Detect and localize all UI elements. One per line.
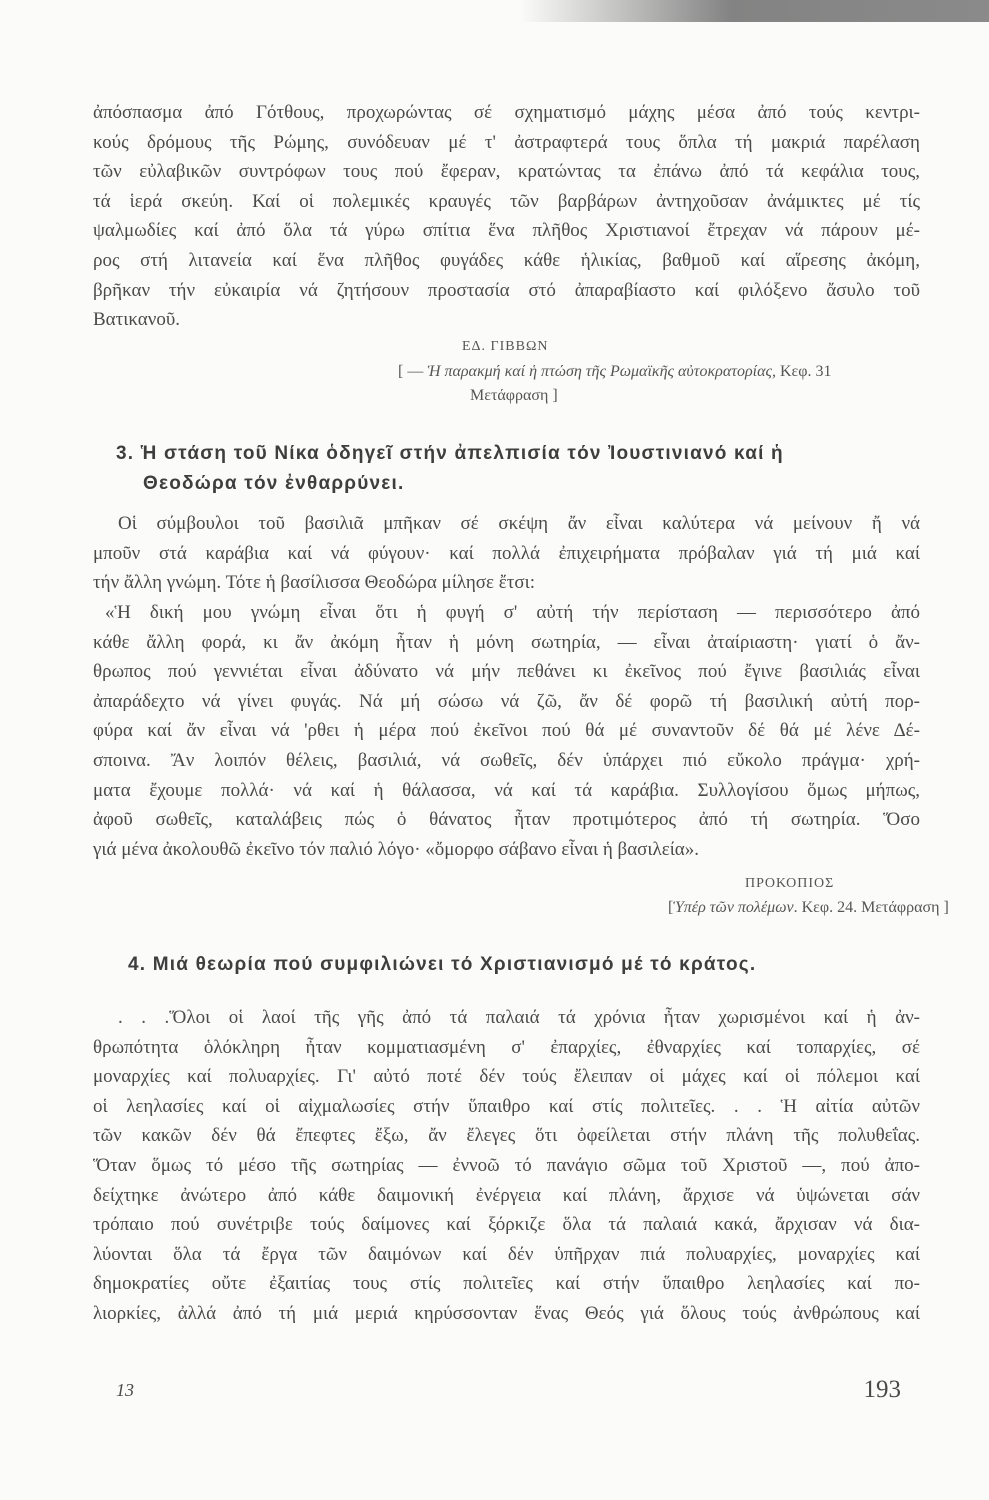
text-line: ἀπαράδεχτο νά γίνει φυγάς. Νά μή σώσω νά ζῶ, ἄν δέ φορῶ τή βασιλική αὐτή πορ- [93, 690, 920, 712]
text-line: κούς δρόμους τῆς Ρώμης, συνόδευαν μέ τ' ἀστραφτερά τους ὅπλα τή μακριά παρέλαση [93, 131, 920, 153]
text-line: ἀφοῦ σωθεῖς, καταλάβεις πώς ὁ θάνατος ἦταν προτιμότερος ἀπό τή σωτηρία. Ὅσο [93, 809, 920, 831]
text-line: ρος στή λιτανεία καί ἕνα πλῆθος φυγάδες κάθε ἡλικίας, βαθμοῦ καί αἵρεσης ἀκόμη, [93, 249, 920, 271]
section-3-heading-line2: Θεοδώρα τόν ἐνθαρρύνει. [143, 473, 405, 494]
section-4-text [93, 1003, 920, 1329]
text-line: τά ἱερά σκεύη. Καί οἱ πολεμικές κραυγές τῶν βαρβάρων ἀντηχοῦσαν ἀνάμικτες μέ τίς [93, 190, 920, 212]
text-line: Οἱ σύμβουλοι τοῦ βασιλιᾶ μπῆκαν σέ σκέψη ἄν εἶναι καλύτερα νά μείνουν ἤ νά [118, 513, 920, 534]
text-line: Ὅταν ὅμως τό μέσο τῆς σωτηρίας — ἐννοῶ τό πανάγιο σῶμα τοῦ Χριστοῦ —, πού ἀπο- [93, 1154, 920, 1176]
text-line: «Ἡ δική μου γνώμη εἶναι ὅτι ἡ φυγή σ' αὐτή τήν περίσταση — περισσότερο ἀπό [105, 602, 920, 623]
text-line: βρῆκαν τήν εὐκαιρία νά ζητήσουν προστασία στό ἀπαραβίαστο καί φιλόξενο ἄσυλο τοῦ [93, 279, 920, 301]
source-chapter: Κεφ. 31 [775, 363, 832, 380]
text-line: . . .Ὅλοι οἱ λαοί τῆς γῆς ἀπό τά παλαιά τά χρόνια ἦταν χωρισμένοι καί ἡ ἀν- [118, 1007, 920, 1028]
text-line: γιά μένα ἀκολουθῶ ἐκεῖνο τόν παλιό λόγο· «ὄμορφο σάβανο εἶναι ἡ βασιλεία». [93, 838, 700, 860]
text-line: θρωπος πού γεννιέται εἶναι ἀδύνατο νά μήν πεθάνει κι ἐκεῖνος πού ἔγινε βασιλιάς εἶναι [93, 661, 920, 683]
text-line: κάθε ἄλλη φορά, κι ἄν ἀκόμη ἦταν ἡ μόνη σωτηρία, — εἶναι ἀταίριαστη· γιατί ὁ ἄν- [93, 631, 920, 653]
scan-shadow [520, 0, 989, 22]
source-procopius [668, 896, 949, 920]
source-rest: . Κεφ. 24. Μετάφραση ] [793, 899, 949, 916]
section-3-intro [93, 509, 920, 598]
text-line: θρωπότητα ὁλόκληρη ἦταν κομματιασμένη σ' ἐπαρχίες, ἐθναρχίες καί τοπαρχίες, σέ [93, 1036, 920, 1058]
theodora-quote [93, 598, 920, 864]
source-note: Μετάφραση ] [470, 387, 558, 404]
source-title: Ἡ παρακμή καί ἡ πτώση τῆς Ρωμαϊκῆς αὐτοκρατορίας, [427, 363, 776, 380]
source-gibbon [398, 360, 831, 384]
text-line: δημοκρατίες οὔτε ἐξαιτίας τους στίς πολιτεῖες καί στήν ὕπαιθρο λεηλασίες καί πο- [93, 1273, 920, 1295]
signature-mark: 13 [116, 1380, 134, 1400]
source-prefix: [ — [398, 363, 428, 380]
text-line: τήν ἄλλη γνώμη. Τότε ἡ βασίλισσα Θεοδώρα μίλησε ἔτσι: [93, 572, 536, 594]
text-line: τῶν κακῶν δέν θά ἔπεφτες ἔξω, ἄν ἔλεγες ὅτι ὀφείλεται στήν πλάνη τῆς πολυθεΐας. [93, 1125, 920, 1147]
author-procopius: ΠΡΟΚΟΠΙΟΣ [745, 876, 835, 891]
text-line: ἀπόσπασμα ἀπό Γότθους, προχωρώντας σέ σχηματισμό μάχης μέσα ἀπό τούς κεντρι- [93, 102, 920, 123]
author-gibbon: ΕΔ. ΓΙΒΒΩΝ [462, 339, 549, 354]
source-title: Ὑπέρ τῶν πολέμων [673, 899, 794, 916]
source-prefix: [ [668, 899, 674, 916]
section-3-heading-line1: 3. Ἡ στάση τοῦ Νίκα ὁδηγεῖ στήν ἀπελπισία τόν Ἰουστινιανό καί ἡ [116, 443, 784, 464]
text-line: μποῦν στά καράβια καί νά φύγουν· καί πολλά ἐπιχειρήματα πρόβαλαν γιά τή μιά καί [93, 542, 920, 564]
text-line: Βατικανοῦ. [93, 309, 180, 331]
text-line: λιορκίες, ἀλλά ἀπό τή μιά μεριά κηρύσσονταν ἕνας Θεός γιά ὅλους τούς ἀνθρώπους καί [93, 1302, 920, 1324]
text-line: τῶν εὐλαβικῶν συντρόφων τους πού ἔφεραν, κρατώντας τα ἐπάνω ἀπό τά κεφάλια τους, [93, 161, 920, 183]
text-line: σποινα. Ἄν λοιπόν θέλεις, βασιλιά, νά σωθεῖς, δέν ὑπάρχει πιό εὔκολο πράγμα· χρή- [93, 749, 920, 771]
text-line: μοναρχίες καί πολυαρχίες. Γι' αὐτό ποτέ δέν τούς ἔλειπαν οἱ μάχες καί οἱ πόλεμοι καί [93, 1066, 920, 1088]
text-line: ψαλμωδίες καί ἀπό ὅλα τά γύρω σπίτια ἕνα πλῆθος Χριστιανοί ἔτρεχαν νά πάρουν μέ- [93, 220, 920, 242]
text-line: τρόπαιο πού συνέτριβε τούς δαίμονες καί ξόρκιζε ὅλα τά παλαιά κακά, ἄρχισαν νά δια- [93, 1214, 920, 1236]
text-line: δείχτηκε ἀνώτερο ἀπό κάθε δαιμονική ἐνέργεια καί πλάνη, ἄρχισε νά ὑψώνεται σάν [93, 1184, 920, 1206]
gibbon-excerpt [93, 98, 920, 335]
text-line: ματα ἔχουμε πολλά· νά καί ἡ θάλασσα, νά καί τά καράβια. Συλλογίσου ὅμως μήπως, [93, 779, 920, 801]
page-number: 193 [863, 1376, 901, 1403]
section-4-heading: 4. Μιά θεωρία πού συμφιλιώνει τό Χριστιανισμό μέ τό κράτος. [128, 954, 757, 975]
text-line: φύρα καί ἄν εἶναι νά 'ρθει ἡ μέρα πού ἐκεῖνοι πού θά μέ συναντοῦν δέ θά μέ λένε Δέ- [93, 720, 920, 742]
text-line: οἱ λεηλασίες καί οἱ αἰχμαλωσίες στήν ὕπαιθρο καί στίς πολιτεῖες. . . Ἡ αἰτία αὐτῶν [93, 1095, 920, 1117]
text-line: λύονται ὅλα τά ἔργα τῶν δαιμόνων καί δέν ὑπῆρχαν πιά πολυαρχίες, μοναρχίες καί [93, 1243, 920, 1265]
